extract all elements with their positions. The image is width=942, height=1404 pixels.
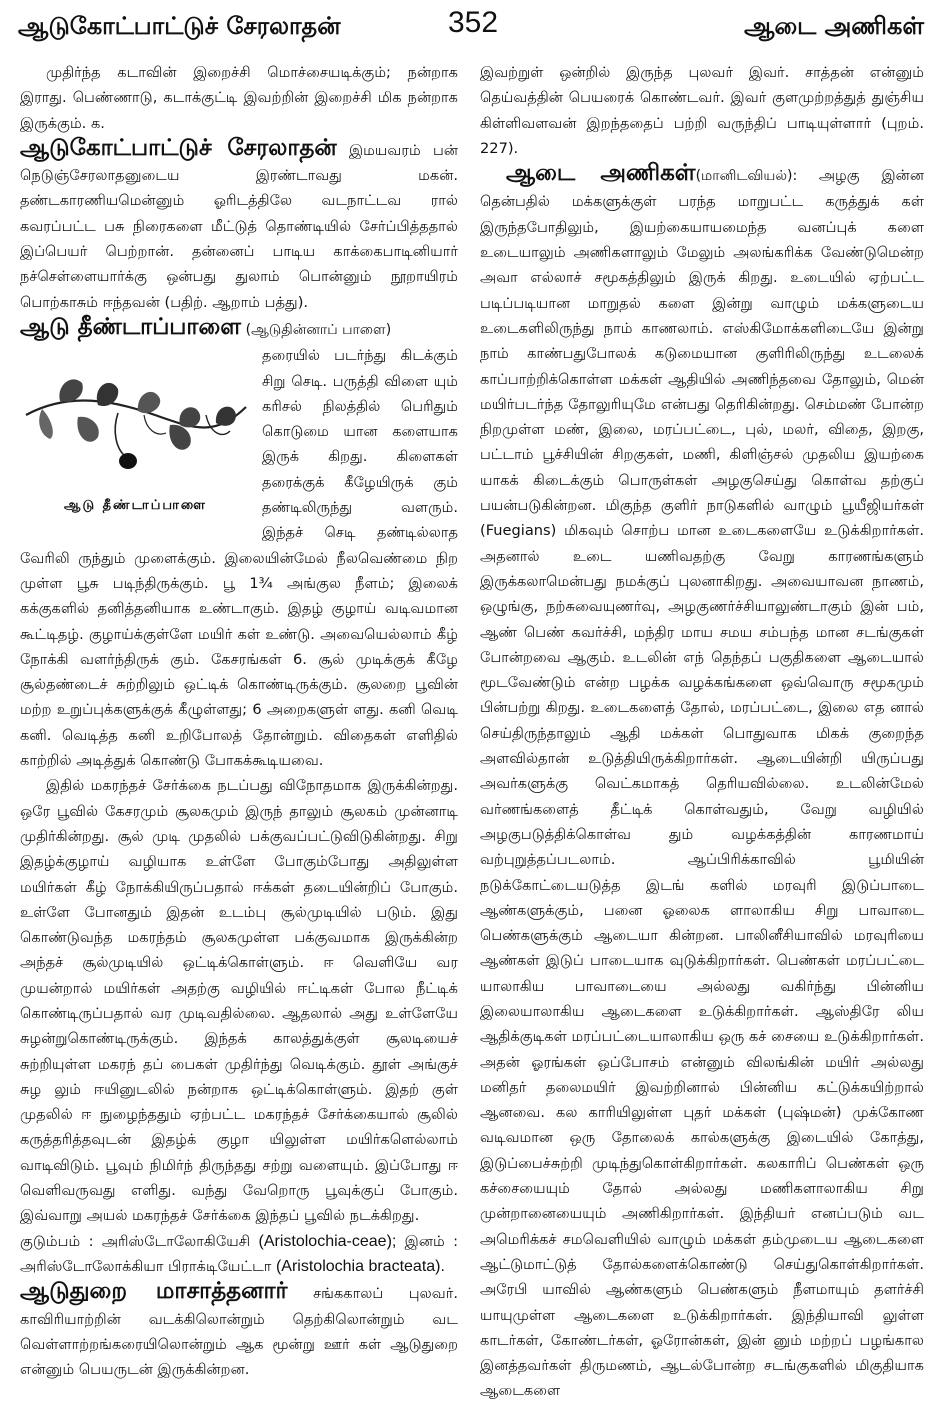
entry-text-pollination: இதில் மகரந்தச் சேர்க்கை நடப்பது விநோதமாக இருக்கின்றது. ஒரே பூவில் கேசரமும் சூலகமும் இருந் தாலும் சூலகம் முன்னாடி முதிர்கின்றது. சூல் முடி முதலில் பக்குவப்பட்டுவிடுகின்றது. சிறு இதழ்க்குழாய் வழியாக உள்ளே போகும்போது அதிலுள்ள மயிர்கள் கீழ் நோக்கியிருப்பதால் ஈக்கள் தடையின்றிப் போகும். உள்ளே போனதும் இதன் உடம்பு சூல்முடியில் படும். இது கொண்டுவந்த மகரந்தம் சூலகமுள்ள பக்குவமாக இருக்கின்ற அந்தச் சூல்முடியில் ஒட்டிக்கொள்ளும். ஈ வெளியே வர முயன்றால் மயிர்கள் அதற்கு வழியில் ஈட்டிகள் போல நீட்டிக் கொண்டிருப்பதால் வர முடிவதில்லை. ஆதலால் அது உள்ளேயே சுழன்றுகொண்டிருக்கும். இந்தக் காலத்துக்குள் சூலடியைச் சுற்றியுள்ள மகரந் தப் பைகள் முதிர்ந்து வெடிக்கும். தூள் அங்குச் சுழ லும் ஈயினுடலில் நன்றாக ஒட்டிக்கொள்ளும். இதற் குள் முதலில் ஈ நுழைந்ததும் ஏற்பட்ட மகரந்தச் சேர்க்கையால் சூலில் கருத்தரித்தவுடன் இதழ்க் குழா யிலுள்ள மயிர்களெல்லாம் வாடிவிடும். பூவும் நிமிர்ந் திருந்தது சற்று வளையும். இப்போது ஈ வெளிவருவது எளிது. வந்து வேறொரு பூவுக்குப் போகும். இவ்வாறு அயல் மகரந்தச் சேர்க்கை இந்தப் பூவில் நடக்கிறது. <box>20 777 458 1225</box>
entry-text: அழகு இன்ன தென்பதில் மக்களுக்குள் பரந்த மாறுபட்ட கருத்துக் கள் இருந்தபோதிலும், இயற்கையாயமைந்த வனப்புக் களை உடையாலும் அணிகளாலும் மேலும் அலங்கரிக்க வேண்டுமென்ற அவா எல்லாச் சமூகத்திலும் இருக் கிறது. உடையில் ஏற்பட்ட படிப்படியான மாறுதல் களை இன்று வாழும் மக்களுடைய உடைகளிலிருந்து நாம் காணலாம். எஸ்கிமோக்களிடையே இன்று நாம் காண்பதுபோலக் கடுமையான குளிரிலிருந்து உடலைக் காப்பாற்றிக்கொள்ள மக்கள் ஆதியில் அணிந்தவை தோலும், மென் மயிர்படர்ந்த தோலுரியுமே என்பது தெரிகின்றது. செம்மண் போன்ற நிறமுள்ள மண், இலை, மரப்பட்டை, புல், மலர், விதை, இறகு, பட்டாம் பூச்சியின் சிறகுகள், மணி, கிளிஞ்சல் முதலிய இயற்கை யாகக் கிடைக்கும் பொருள்கள் அழகுசெய்து கொள்வ தற்குப் பயன்படுகின்றன. மிகுந்த குளிர் நாடுகளில் வாழும் பூயீஜியர்கள் (Fuegians) மிகவும் சொற்ப மான உடைகளையே உடுக்கிறார்கள். அதனால் உடை யணிவதற்கு வேறு காரணங்களும் இருக்கலாமென்பது நமக்குப் புலனாகிறது. அவையாவன நாணம், ஒழுங்கு, நற்சுவையுணர்வு, அழகுணர்ச்சியாலுண்டாகும் இன் பம், ஆண் பெண் கவர்ச்சி, மந்திர மாய சமய சம்பந்த மான சடங்குகள் போன்றவை ஆகும். உடலின் எந் தெந்தப் பகுதிகளை ஆடையால் மூடவேண்டும் என்ற பழக்க வழக்கங்களை ஒவ்வொரு சமூகமும் பின்பற்று கிறது. உடைகளைத் தோல், மரப்பட்டை, இலை எத னால் செய்திருந்தாலும் ஆதி மக்கள் பொதுவாக மிகக் குறைந்த அளவில்தான் உடுத்தியிருக்கிறார்கள். ஆடையின்றி யிருப்பது அவர்களுக்கு வெட்கமாகத் தெரியவில்லை. உடலின்மேல் வர்ணங்களைத் தீட்டிக் கொள்வதும், வேறு வழியில் அழகுபடுத்திக்கொள்வ தும் வழக்கத்தின் காரணமாய் வற்புறுத்தப்படலாம். ஆப்பிரிக்காவில் பூமியின் நடுக்கோட்டையடுத்த இடங் களில் மரவுரி இடுப்பாடை ஆண்களுக்கும், பனை ஓலைக ளாலாகிய சிறு பாவாடை பெண்களுக்கும் ஆடையா கின்றன. பாலினீசியாவில் மரவுரியை ஆண்கள் இடுப் பாடையாக வுடுக்கிறார்கள். பெண்கள் மரப்பட்டை யாலாகிய பாவாடையை அல்லது வகிர்ந்து பின்னிய இலையாலாகிய ஆடைகளை உடுக்கிறார்கள். ஆஸ்திரே லிய ஆதிக்குடிகள் மரப்பட்டையாலாகிய ஒரு கச் சையை உடுக்கிறார்கள். அதன் ஓரங்கள் ஒப்போசம் என்னும் விலங்கின் மயிர் அல்லது மனிதர் தலைமயிர் இவற்றினால் பின்னிய கட்டுக்கயிற்றால் ஆனவை. கல காரியிலுள்ள புதர் மக்கள் (புஷ்மன்) முக்கோண வடிவமான ஒரு தோலைக் கால்களுக்கு இடையில் கோத்து, இடுப்பைச்சுற்றி முடிந்துகொள்கிறார்கள். கலகாரிப் பெண்கள் ஒரு கச்சையையும் தோல் அல்லது மணிகளாலாகிய சிறு முன்றானையையும் அணிகிறார்கள். இந்தியர் எனப்படும் வட அமெரிக்கச் சமவெளியில் வாழும் மக்கள் தம்முடைய ஆடைகளை ஆட்டுமாட்டுத் தோல்களைக்கொண்டு செய்துகொள்கிறார்கள். அரேபி யாவில் ஆண்களும் பெண்களும் நீளமாயும் தளர்ச்சி யாயுமுள்ள ஆடைகளை உடுக்கிறார்கள். இந்தியாவி லுள்ள காடர்கள், கோண்டர்கள், ஓரோன்கள், இன் னும் மற்றப் பழங்கால இனத்தவர்கள் திருமணம், ஆடல்போன்ற சடங்குகளில் மிகுதியாக ஆடைகளை <box>480 167 924 1400</box>
entry-title: ஆடுகோட்பாட்டுச் சேரலாதன் <box>20 134 337 161</box>
continued-paragraph: இவற்றுள் ஒன்றில் இருந்த புலவர் இவர். சாத்தன் என்னும் தெய்வத்தின் பெயரைக் கொண்டவர். இவர் குளமுற்றத்துத் துஞ்சிய கிள்ளிவளவன் இறந்ததைப் பற்றி வருந்திப் பாடியுள்ளார் (புறம். 227). <box>480 64 924 157</box>
entry-text: தரையில் படர்ந்து கிடக்கும் சிறு செடி. பருத்தி விளை யும் கரிசல் நிலத்தில் பெரிதும் கொடுமை யான களையாக இருக் கிறது. கிளைகள் தரைக்குக் கீழேயிருக் கும் தண்டிலிருந்து வளரும். இந்தச் செடி தண்டில்லாத வேரிலி ருந்தும் முளைக்கும். இலையின்மேல் நீலவெண்மை நிற முள்ள பூசு படிந்திருக்கும். பூ 1¾ அங்குல நீளம்; இலைக் கக்குகளில் தனித்தனியாக உண்டாகும். இதழ் குழாய் வடிவமான கூட்டிதழ். குழாய்க்குள்ளே மயிர் கள் உண்டு. அவையெல்லாம் கீழ் நோக்கி வளர்ந்திருக் கும். கேசரங்கள் 6. சூல் முடிக்குக் கீழே சூல்தண்டைச் சுற்றிலும் ஒட்டிக் கொண்டிருக்கும். சூலறை பூவின் மற்ற உறுப்புக்களுக்குக் கீழுள்ளது; 6 அறைகளுள் ளது. கனி வெடி கனி. வெடித்த கனி உறிபோலத் தோன்றும். விதைகள் எளிதில் காற்றில் அடித்துக் கொண்டு போகக்கூடியவை. <box>20 347 458 770</box>
page-number: 352 <box>448 6 499 39</box>
entry-adu-theendappalai <box>20 315 458 773</box>
entry-aadai-anigal <box>480 161 924 1404</box>
family-label: குடும்பம் : அரிஸ்டோலோகியேசி <box>20 1232 259 1250</box>
running-head-left: ஆடுகோட்பாட்டுச் சேரலாதன் <box>18 12 341 40</box>
left-column <box>20 60 458 1379</box>
page-header <box>18 6 924 46</box>
entry-title: ஆடு தீண்டாப்பாளை <box>20 313 241 340</box>
entry-title: ஆடை அணிகள் <box>506 160 696 187</box>
entry-subtitle: (ஆடுதின்னாப் பாளை) <box>245 321 392 338</box>
running-head-right: ஆடை அணிகள் <box>744 12 924 40</box>
figure-caption: ஆடு தீண்டாப்பாளை <box>64 498 207 514</box>
entry-title: ஆடுதுறை மாசாத்தனார் <box>20 1278 288 1305</box>
plant-drawing <box>20 345 250 495</box>
entry-adukotpattu <box>20 136 458 315</box>
genus-latin: (Aristolochia bracteata). <box>275 1257 445 1275</box>
plant-illustration <box>20 345 250 523</box>
right-column <box>480 60 924 1400</box>
entry-aduthurai <box>20 1279 458 1382</box>
family-latin: (Aristolochia-ceae); <box>258 1232 397 1250</box>
entry-text: இமயவரம் பன் நெடுஞ்சேரலாதனுடைய இரண்டாவது மகன். தண்டகாரணியமென்னும் ஓரிடத்திலே வடநாட்டவ ரால் கவரப்பட்ட பசு நிரைகளை மீட்டுத் தொண்டியில் சேர்ப்பித்ததால் இப்பெயர் பெற்றான். தன்னைப் பாடிய காக்கைபாடினியார் நச்செள்ளையார்க்கு ஒன்பது துலாம் பொன்னும் நூறாயிரம் பொற்காசும் ஈந்தவன் (பதிற். ஆறாம் பத்து). <box>20 141 458 311</box>
entry-subtitle: (மானிடவியல்): <box>695 168 819 185</box>
genus-label: இனம் : அரிஸ்டோலோக்கியா பிராக்டியேட்டா <box>20 1232 458 1275</box>
continued-paragraph: முதிர்ந்த கடாவின் இறைச்சி மொச்சையடிக்கும்; நன்றாக இராது. பெண்ணாடு, கடாக்குட்டி இவற்றின் இறைச்சி மிக நன்றாக இருக்கும். க. <box>20 64 458 132</box>
entry-text: சங்ககாலப் புலவர். காவிரியாற்றின் வடக்கிலொன்றும் தெற்கிலொன்றும் வட வெள்ளாற்றங்கரையிலொன்றும் ஆக மூன்று ஊர் கள் ஆடுதுறை என்னும் பெயருடன் இருக்கின்றன. <box>20 1285 458 1379</box>
taxonomy-line <box>20 1229 458 1280</box>
